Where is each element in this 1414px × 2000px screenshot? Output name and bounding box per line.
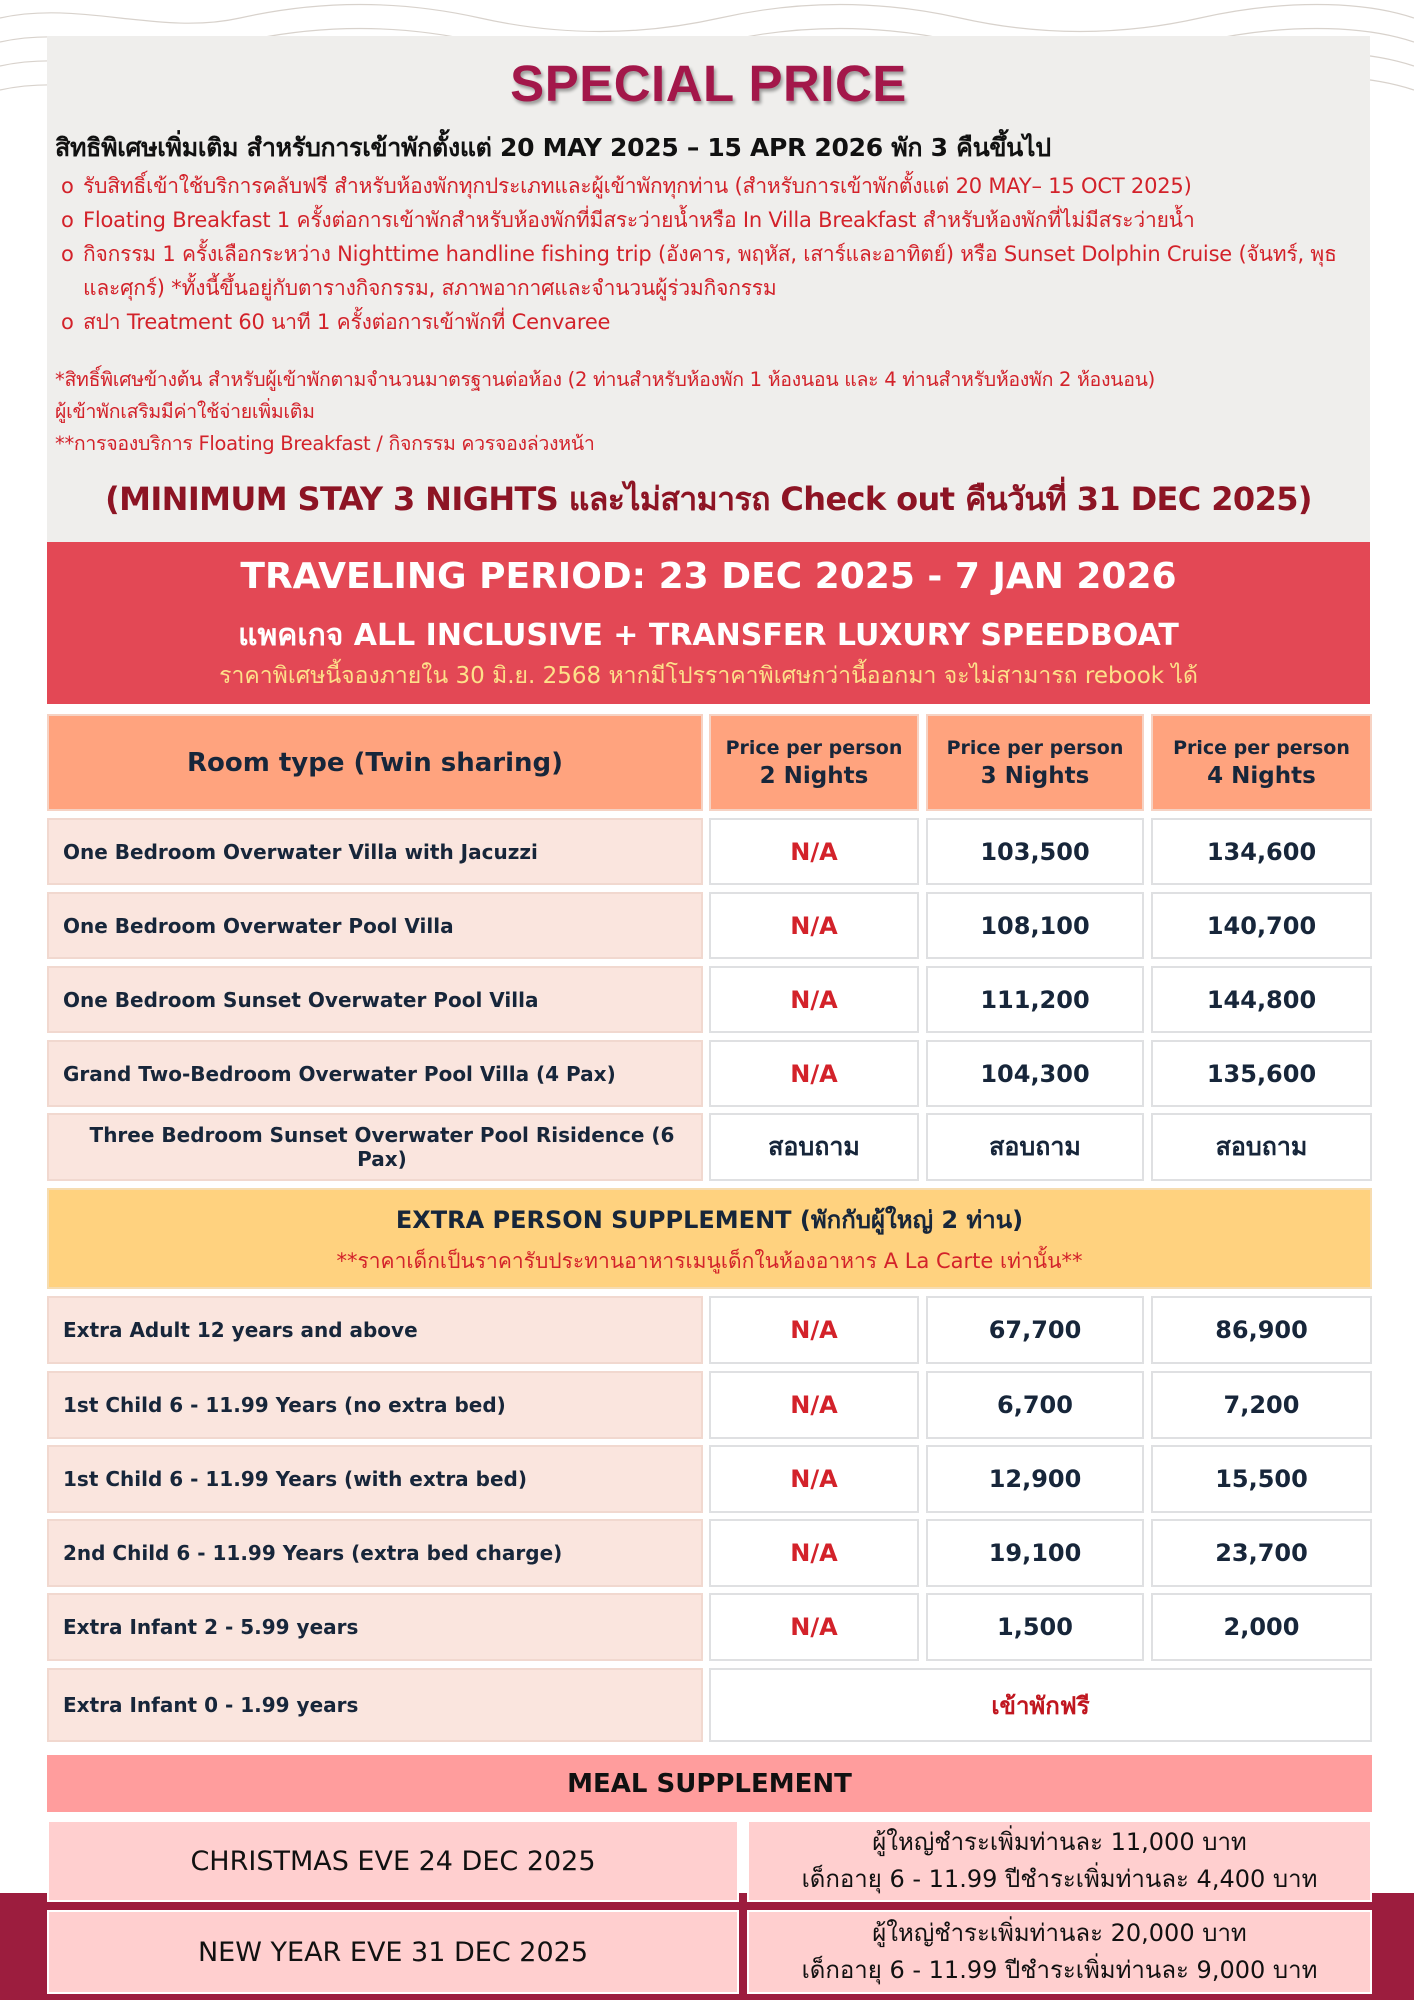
extra-person-name: Extra Adult 12 years and above xyxy=(47,1296,703,1364)
price-header-4-nights: Price per person 4 Nights xyxy=(1151,714,1372,811)
meal-event-price xyxy=(747,1820,1372,1902)
extra-person-name: Extra Infant 0 - 1.99 years xyxy=(47,1668,703,1742)
promo-subtitle: สิทธิพิเศษเพิ่มเติม สำหรับการเข้าพักตั้งแต่ 20 MAY 2025 – 15 APR 2026 พัก 3 คืนขึ้นไป xyxy=(55,133,1051,162)
price-4-nights: 135,600 xyxy=(1151,1040,1372,1107)
price-3-nights: 103,500 xyxy=(926,818,1144,885)
note-line: **การจองบริการ Floating Breakfast / กิจกรรม ควรจองล่วงหน้า xyxy=(55,432,595,455)
travel-period: TRAVELING PERIOD: 23 DEC 2025 - 7 JAN 2026 xyxy=(240,556,1177,597)
price-3-nights: 104,300 xyxy=(926,1040,1144,1107)
price-2-nights: N/A xyxy=(709,1593,919,1661)
extra-person-name: 1st Child 6 - 11.99 Years (with extra bed) xyxy=(47,1445,703,1513)
conditions-notes xyxy=(55,364,1367,460)
room-type-header: Room type (Twin sharing) xyxy=(47,714,703,811)
child-price: เด็กอายุ 6 - 11.99 ปีชำระเพิ่มท่านละ 4,400 บาท xyxy=(801,1865,1318,1893)
extra-person-name: 2nd Child 6 - 11.99 Years (extra bed charge) xyxy=(47,1519,703,1587)
bullet-icon: o xyxy=(61,208,74,232)
price-4-nights: 15,500 xyxy=(1151,1445,1372,1513)
note-line: ผู้เข้าพักเสริมมีค่าใช้จ่ายเพิ่มเติม xyxy=(55,400,315,423)
package-label: แพคเกจ ALL INCLUSIVE + TRANSFER LUXURY SPEEDBOAT xyxy=(238,618,1179,653)
page-title: SPECIAL PRICE xyxy=(510,55,907,112)
free-stay-value: เข้าพักฟรี xyxy=(709,1668,1372,1742)
room-name: One Bedroom Sunset Overwater Pool Villa xyxy=(47,966,703,1033)
meal-supplement-header: MEAL SUPPLEMENT xyxy=(47,1755,1372,1812)
room-name: Three Bedroom Sunset Overwater Pool Risidence (6 Pax) xyxy=(47,1113,703,1181)
extra-person-name: Extra Infant 2 - 5.99 years xyxy=(47,1593,703,1661)
meal-event-name: NEW YEAR EVE 31 DEC 2025 xyxy=(47,1910,739,1994)
price-3-nights: สอบถาม xyxy=(926,1113,1144,1181)
benefit-item: o กิจกรรม 1 ครั้งเลือกระหว่าง Nighttime handline fishing trip (อังคาร, พฤหัส, เสาร์และอาทิตย์) หรือ Sunset Dolphin Cruise (จันทร์, พุธและศุกร์) *ทั้งนี้ขึ้นอยู่กับตารางกิจกรรม, สภาพอากาศและจำนวนผู้ร่วมกิจกรรม xyxy=(61,237,1366,305)
room-name: One Bedroom Overwater Pool Villa xyxy=(47,892,703,959)
price-3-nights: 111,200 xyxy=(926,966,1144,1033)
price-3-nights: 1,500 xyxy=(926,1593,1144,1661)
price-2-nights: N/A xyxy=(709,892,919,959)
price-2-nights: N/A xyxy=(709,1445,919,1513)
extra-person-note: **ราคาเด็กเป็นราคารับประทานอาหารเมนูเด็กในห้องอาหาร A La Carte เท่านั้น** xyxy=(336,1248,1083,1273)
meal-event-name: CHRISTMAS EVE 24 DEC 2025 xyxy=(47,1820,739,1902)
benefit-item: o สปา Treatment 60 นาที 1 ครั้งต่อการเข้าพักที่ Cenvaree xyxy=(61,305,1366,339)
price-header-3-nights: Price per person 3 Nights xyxy=(926,714,1144,811)
promo-info-panel xyxy=(47,36,1370,542)
booking-condition: ราคาพิเศษนี้จองภายใน 30 มิ.ย. 2568 หากมีโปรราคาพิเศษกว่านี้ออกมา จะไม่สามารถ rebook ได้ xyxy=(219,663,1198,689)
price-4-nights: 7,200 xyxy=(1151,1371,1372,1439)
room-name: Grand Two-Bedroom Overwater Pool Villa (4 Pax) xyxy=(47,1040,703,1107)
bullet-icon: o xyxy=(61,242,74,266)
bullet-icon: o xyxy=(61,310,74,334)
price-2-nights: N/A xyxy=(709,818,919,885)
extra-person-name: 1st Child 6 - 11.99 Years (no extra bed) xyxy=(47,1371,703,1439)
child-price: เด็กอายุ 6 - 11.99 ปีชำระเพิ่มท่านละ 9,000 บาท xyxy=(801,1956,1318,1984)
price-4-nights: 144,800 xyxy=(1151,966,1372,1033)
price-2-nights: N/A xyxy=(709,1040,919,1107)
price-2-nights: N/A xyxy=(709,1371,919,1439)
meal-event-price xyxy=(747,1910,1372,1994)
price-4-nights: 140,700 xyxy=(1151,892,1372,959)
price-header-2-nights: Price per person 2 Nights xyxy=(709,714,919,811)
price-4-nights: 2,000 xyxy=(1151,1593,1372,1661)
price-2-nights: N/A xyxy=(709,1296,919,1364)
minimum-stay-notice: (MINIMUM STAY 3 NIGHTS และไม่สามารถ Check out คืนวันที่ 31 DEC 2025) xyxy=(105,480,1312,518)
price-4-nights: สอบถาม xyxy=(1151,1113,1372,1181)
price-3-nights: 19,100 xyxy=(926,1519,1144,1587)
bullet-icon: o xyxy=(61,174,74,198)
benefit-item: o รับสิทธิ์เข้าใช้บริการคลับฟรี สำหรับห้องพักทุกประเภทและผู้เข้าพักทุกท่าน (สำหรับการเข้าพักตั้งแต่ 20 MAY– 15 OCT 2025) xyxy=(61,169,1366,203)
price-4-nights: 134,600 xyxy=(1151,818,1372,885)
adult-price: ผู้ใหญ่ชำระเพิ่มท่านละ 11,000 บาท xyxy=(872,1828,1247,1856)
room-name: One Bedroom Overwater Villa with Jacuzzi xyxy=(47,818,703,885)
price-4-nights: 23,700 xyxy=(1151,1519,1372,1587)
extra-person-header xyxy=(47,1188,1372,1289)
price-2-nights: สอบถาม xyxy=(709,1113,919,1181)
extra-person-title: EXTRA PERSON SUPPLEMENT (พักกับผู้ใหญ่ 2 ท่าน) xyxy=(395,1205,1024,1234)
price-2-nights: N/A xyxy=(709,1519,919,1587)
price-2-nights: N/A xyxy=(709,966,919,1033)
price-4-nights: 86,900 xyxy=(1151,1296,1372,1364)
benefit-item: o Floating Breakfast 1 ครั้งต่อการเข้าพักสำหรับห้องพักที่มีสระว่ายน้ำหรือ In Villa Breakfast สำหรับห้องพักที่ไม่มีสระว่ายน้ำ xyxy=(61,203,1366,237)
travel-period-banner xyxy=(47,542,1370,704)
price-3-nights: 108,100 xyxy=(926,892,1144,959)
price-3-nights: 67,700 xyxy=(926,1296,1144,1364)
adult-price: ผู้ใหญ่ชำระเพิ่มท่านละ 20,000 บาท xyxy=(872,1919,1247,1947)
note-line: *สิทธิ์พิเศษข้างต้น สำหรับผู้เข้าพักตามจำนวนมาตรฐานต่อห้อง (2 ท่านสำหรับห้องพัก 1 ห้องนอน และ 4 ท่านสำหรับห้องพัก 2 ห้องนอน) xyxy=(55,368,1155,391)
price-3-nights: 6,700 xyxy=(926,1371,1144,1439)
price-3-nights: 12,900 xyxy=(926,1445,1144,1513)
benefit-list xyxy=(61,169,1366,339)
